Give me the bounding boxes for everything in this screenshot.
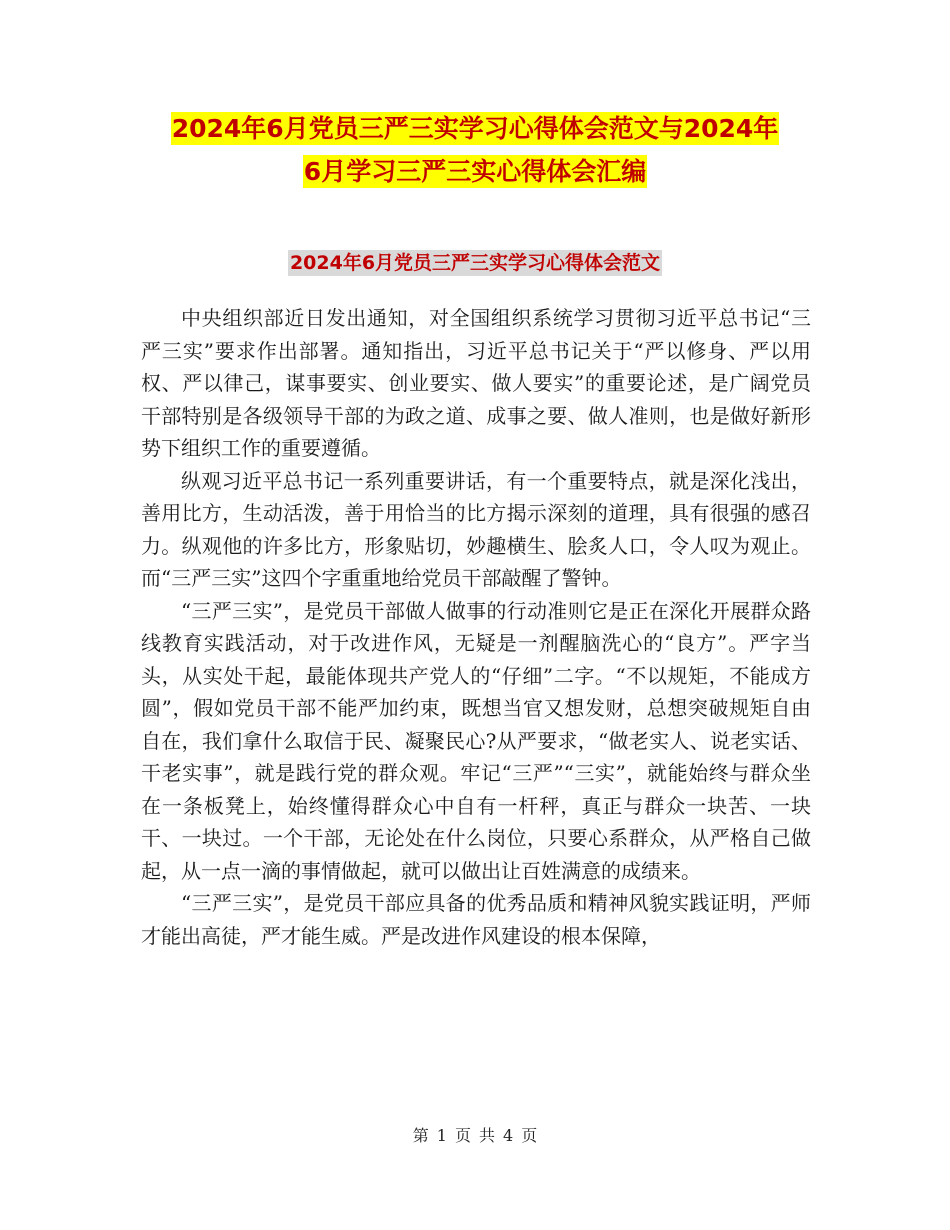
page-footer (0, 1126, 950, 1146)
paragraph: 中央组织部近日发出通知，对全国组织系统学习贯彻习近平总书记“三严三实”要求作出部署。通知指出，习近平总书记关于“严以修身、严以用权、严以律己，谋事要实、创业要实、做人要实”的重要论述，是广阔党员干部特别是各级领导干部的为政之道、成事之要、做人准则，也是做好新形势下组织工作的重要遵循。 (141, 306, 811, 460)
total-suffix: 页 (521, 1126, 538, 1145)
document-title-line-1 (0, 114, 950, 144)
paragraph: “三严三实”，是党员干部做人做事的行动准则它是正在深化开展群众路线教育实践活动，对于改进作风，无疑是一剂醒脑洗心的“良方”。严字当头，从实处干起，最能体现共产党人的“仔细”二字。“不以规矩，不能成方圆”，假如党员干部不能严加约束，既想当官又想发财，总想突破规矩自由自在，我们拿什么取信于民、凝聚民心?从严要求，“做老实人、说老实话、干老实事”，就是践行党的群众观。牢记“三严”“三实”，就能始终与群众坐在一条板凳上，始终懂得群众心中自有一杆秤，真正与群众一块苦、一块干、一块过。一个干部，无论处在什么岗位，只要心系群众，从严格自己做起，从一点一滴的事情做起，就可以做出让百姓满意的成绩来。 (141, 598, 811, 883)
document-title-text-2: 6月学习三严三实心得体会汇编 (303, 157, 647, 186)
section-title-text: 2024年6月党员三严三实学习心得体会范文 (289, 252, 661, 274)
document-title-text-1: 2024年6月党员三严三实学习心得体会范文与2024年 (171, 114, 779, 143)
document-title-line-2 (0, 157, 950, 187)
document-body (141, 302, 811, 952)
page-label-prefix: 第 (412, 1126, 429, 1145)
section-title (0, 250, 950, 276)
total-prefix: 共 (479, 1126, 496, 1145)
total-pages: 4 (503, 1126, 514, 1145)
page-number: 1 (436, 1126, 447, 1145)
page-label-mid: 页 (454, 1126, 471, 1145)
paragraph: “三严三实”，是党员干部应具备的优秀品质和精神风貌实践证明，严师才能出高徒，严才能生威。严是改进作风建设的根本保障， (141, 891, 811, 948)
paragraph: 纵观习近平总书记一系列重要讲话，有一个重要特点，就是深化浅出，善用比方，生动活泼，善于用恰当的比方揭示深刻的道理，具有很强的感召力。纵观他的许多比方，形象贴切，妙趣横生、脍炙人口，令人叹为观止。而“三严三实”这四个字重重地给党员干部敲醒了警钟。 (141, 468, 811, 590)
